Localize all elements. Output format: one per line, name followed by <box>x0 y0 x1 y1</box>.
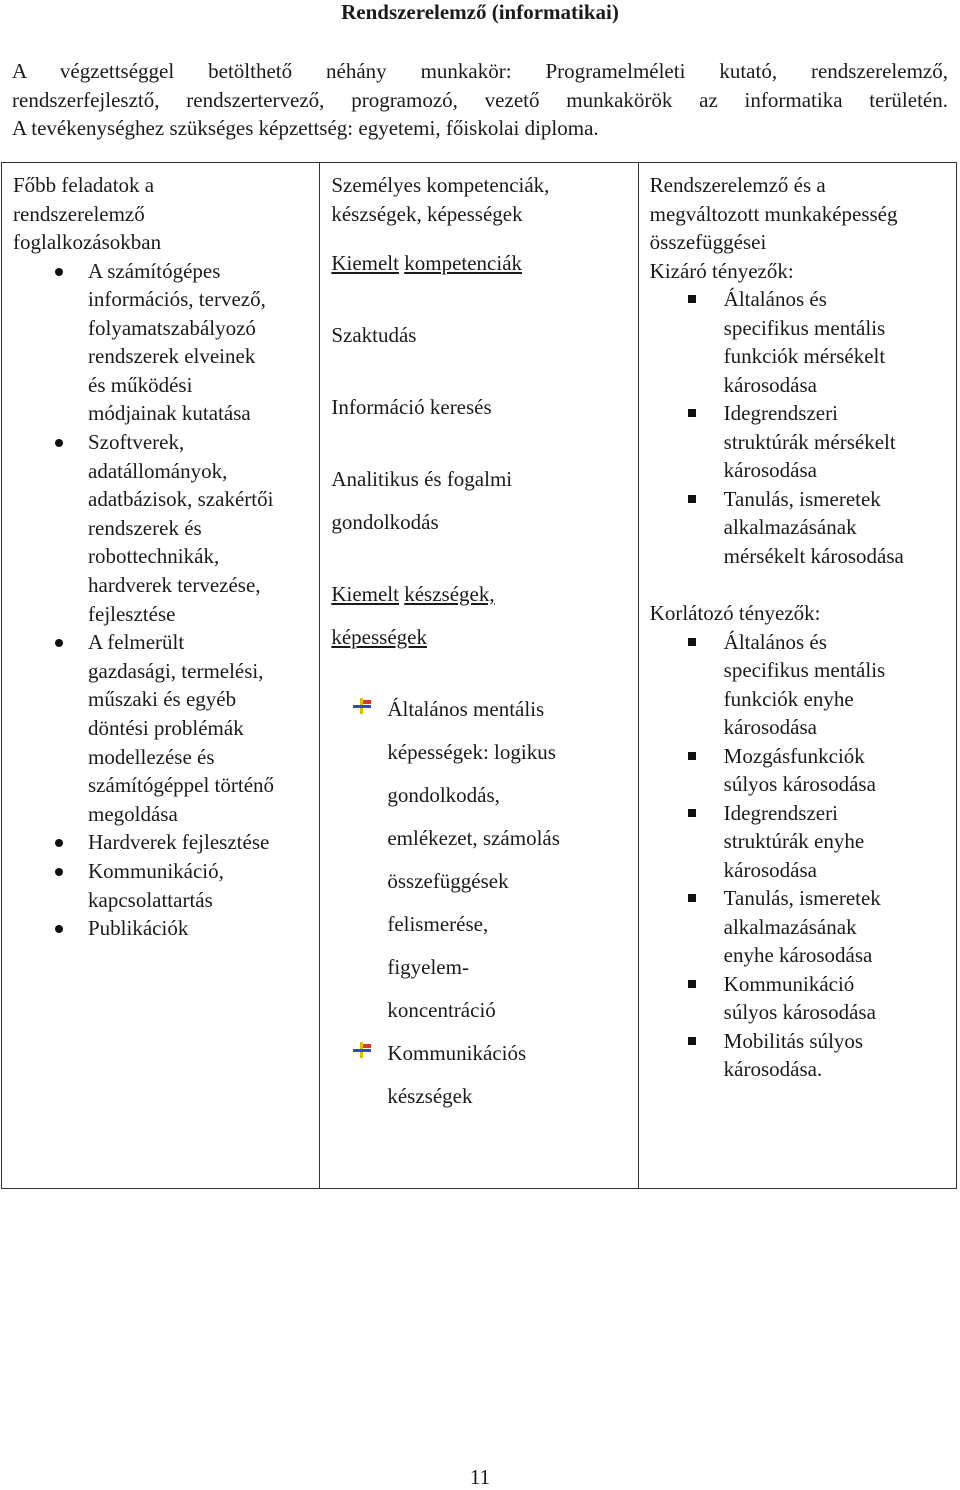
skill-line: készségek <box>387 1084 473 1108</box>
factor-line: specifikus mentális <box>723 315 886 340</box>
task-line: folyamatszabályozó <box>88 315 256 340</box>
tasks-column <box>2 163 320 1189</box>
page-number: 11 <box>469 1465 491 1489</box>
flag-arrow-icon <box>353 1042 371 1058</box>
tasks-heading-line: rendszerelemző <box>13 201 145 226</box>
skill-line: figyelem- <box>387 955 469 979</box>
factor-line: károsodása <box>723 372 817 397</box>
key-skills-word: képességek <box>331 625 427 649</box>
task-line: A számítógépes <box>88 258 221 283</box>
task-item <box>13 828 319 857</box>
skill-line: Általános mentális <box>387 697 545 721</box>
bullet-dot-icon <box>55 839 63 847</box>
task-line: számítógéppel történő <box>88 773 275 798</box>
factor-item <box>650 399 956 485</box>
capacity-column <box>638 163 956 1189</box>
square-bullet-icon <box>688 752 696 760</box>
competencies-heading-line: Személyes kompetenciák, <box>331 173 550 197</box>
intro-paragraph <box>12 57 948 143</box>
task-item <box>13 257 319 429</box>
factor-line: Idegrendszeri <box>723 401 838 425</box>
factor-line: Tanulás, ismeretek <box>723 486 881 511</box>
factor-item <box>650 884 956 970</box>
competencies-heading-line: készségek, képességek <box>331 201 523 226</box>
intro-line-1: A végzettséggel betölthető néhány munkakör: Programelméleti kutató, rendszerelemző, <box>12 59 948 83</box>
job-profile-table <box>1 162 957 1189</box>
factor-line: Mobilitás súlyos <box>723 1028 864 1053</box>
capacity-heading-line: megváltozott munkaképesség <box>649 201 898 226</box>
square-bullet-icon <box>688 295 696 303</box>
capacity-heading-line: Rendszerelemző és a <box>649 173 826 197</box>
factor-item <box>650 485 956 571</box>
square-bullet-icon <box>688 1037 696 1045</box>
factor-line: károsodása. <box>723 1057 823 1081</box>
skill-line: koncentráció <box>387 998 496 1022</box>
task-item <box>13 628 319 828</box>
skills-list <box>331 688 637 1118</box>
factor-line: Tanulás, ismeretek <box>723 886 881 910</box>
competency-item: Analitikus és fogalmi <box>331 467 513 491</box>
key-skills-word: Kiemelt <box>331 582 399 606</box>
task-line: információs, tervező, <box>88 287 266 312</box>
key-skills-word: készségek, <box>404 582 495 606</box>
factor-item <box>650 799 956 885</box>
key-competencies-word: kompetenciák <box>404 251 523 275</box>
bullet-dot-icon <box>55 439 63 447</box>
skill-item <box>331 688 637 1032</box>
factor-item <box>650 628 956 742</box>
bullet-dot-icon <box>55 925 63 933</box>
task-line: robottechnikák, <box>88 544 220 569</box>
task-line: Kommunikáció, <box>88 858 224 883</box>
task-line: döntési problémák <box>88 716 244 740</box>
factor-item <box>650 285 956 399</box>
skill-line: felismerése, <box>387 912 489 936</box>
task-line: rendszerek és <box>88 515 202 540</box>
key-skills-label-line-2 <box>331 616 637 659</box>
bullet-dot-icon <box>55 268 63 276</box>
factor-line: funkciók enyhe <box>723 686 854 711</box>
factor-line: alkalmazásának <box>723 914 857 939</box>
task-line: gazdasági, termelési, <box>88 658 264 683</box>
capacity-heading-line: összefüggései <box>649 230 767 254</box>
factor-line: mérsékelt károsodása <box>723 543 904 568</box>
factor-item <box>650 742 956 799</box>
bullet-dot-icon <box>55 868 63 876</box>
factor-line: súlyos károsodása <box>723 1000 876 1024</box>
key-competencies-label <box>331 242 637 285</box>
square-bullet-icon <box>688 409 696 417</box>
limiting-factors-label: Korlátozó tényezők: <box>649 601 821 625</box>
factor-line: károsodása <box>723 715 817 739</box>
task-line: Szoftverek, <box>88 430 185 455</box>
task-line: adatállományok, <box>88 458 228 483</box>
task-line: Publikációk <box>88 916 189 941</box>
competency-item: gondolkodás <box>331 510 439 534</box>
square-bullet-icon <box>688 638 696 646</box>
capacity-heading <box>650 171 956 257</box>
key-skills-label <box>331 573 637 616</box>
task-line: műszaki és egyéb <box>88 687 237 712</box>
square-bullet-icon <box>688 809 696 817</box>
tasks-heading <box>13 171 319 257</box>
competencies-column <box>320 163 638 1189</box>
intro-line-3: A tevékenységhez szükséges képzettség: egyetemi, főiskolai diploma. <box>12 116 599 140</box>
factor-line: Mozgásfunkciók <box>723 743 865 768</box>
factor-line: károsodása <box>723 458 817 482</box>
task-item <box>13 428 319 628</box>
task-line: rendszerek elveinek <box>88 344 256 369</box>
task-line: hardverek tervezése, <box>88 573 261 598</box>
task-line: és működési <box>88 372 193 397</box>
competency-item: Szaktudás <box>331 323 417 347</box>
flag-arrow-icon <box>353 698 371 714</box>
factor-line: Idegrendszeri <box>723 800 838 825</box>
tasks-heading-line: Főbb feladatok a <box>13 173 155 197</box>
task-line: A felmerült <box>88 630 185 655</box>
factor-line: Általános és <box>723 629 827 654</box>
limiting-factors-list <box>650 628 956 1084</box>
excluding-factors-label: Kizáró tényezők: <box>649 258 794 283</box>
task-line: modellezése és <box>88 744 215 769</box>
skill-line: Kommunikációs <box>387 1041 527 1065</box>
tasks-heading-line: foglalkozásokban <box>13 230 162 254</box>
page-title: Rendszerelemző (informatikai) <box>341 0 619 24</box>
factor-line: enyhe károsodása <box>723 943 873 967</box>
excluding-factors-list <box>650 285 956 570</box>
intro-line-2: rendszerfejlesztő, rendszertervező, programozó, vezető munkakörök az informatika területén. <box>12 87 948 112</box>
factor-line: alkalmazásának <box>723 515 857 539</box>
factor-line: Kommunikáció <box>723 971 855 996</box>
skill-line: gondolkodás, <box>387 783 500 807</box>
task-line: Hardverek fejlesztése <box>88 830 270 855</box>
bullet-dot-icon <box>55 639 63 647</box>
factor-line: károsodása <box>723 857 817 882</box>
skill-line: képességek: logikus <box>387 740 556 764</box>
skill-line: emlékezet, számolás <box>387 826 560 850</box>
factor-item <box>650 970 956 1027</box>
factor-item <box>650 1027 956 1084</box>
task-line: kapcsolattartás <box>88 887 213 912</box>
task-line: fejlesztése <box>88 601 176 626</box>
competency-item: Információ keresés <box>331 395 492 419</box>
skill-item <box>331 1032 637 1118</box>
factor-line: funkciók mérsékelt <box>723 344 886 368</box>
factor-line: struktúrák mérsékelt <box>723 429 896 454</box>
competencies-heading <box>331 171 637 228</box>
skill-line: összefüggések <box>387 869 509 893</box>
task-line: megoldása <box>88 801 178 826</box>
square-bullet-icon <box>688 980 696 988</box>
task-line: módjainak kutatása <box>88 401 251 426</box>
square-bullet-icon <box>688 495 696 503</box>
square-bullet-icon <box>688 894 696 902</box>
factor-line: Általános és <box>723 287 827 311</box>
factor-line: specifikus mentális <box>723 658 886 682</box>
task-item <box>13 914 319 943</box>
factor-line: struktúrák enyhe <box>723 829 865 853</box>
factor-line: súlyos károsodása <box>723 772 876 796</box>
task-item <box>13 857 319 914</box>
task-line: adatbázisok, szakértői <box>88 487 274 512</box>
tasks-list <box>13 257 319 943</box>
key-competencies-word: Kiemelt <box>331 251 399 275</box>
